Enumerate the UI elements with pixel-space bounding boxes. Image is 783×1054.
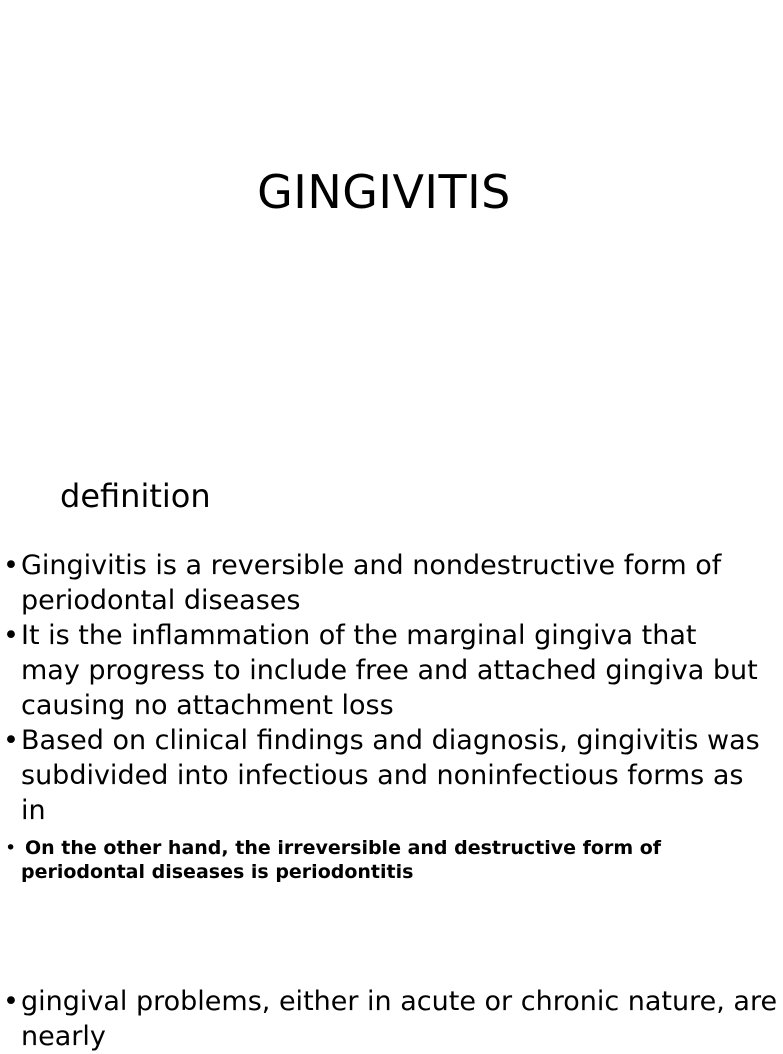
bullet-list bbox=[0, 548, 762, 884]
bullet-text: Gingivitis is a reversible and nondestructive form of periodontal diseases bbox=[21, 550, 722, 616]
slide-title: GINGIVITIS bbox=[257, 165, 511, 219]
bullet-item-bottom bbox=[0, 984, 783, 1054]
bullet-text: On the other hand, the irreversible and destructive form of periodontal diseases is periodontitis bbox=[21, 837, 662, 883]
bullet-marker: • bbox=[3, 550, 19, 581]
bullet-item bbox=[0, 836, 762, 884]
bullet-item bbox=[0, 618, 762, 723]
bullet-text: Based on clinical findings and diagnosis, gingivitis was subdivided into infectious and noninfectious forms as in bbox=[21, 725, 760, 826]
bullet-item bbox=[0, 723, 762, 828]
bullet-marker: • bbox=[3, 986, 19, 1017]
bullet-text: gingival problems, either in acute or chronic nature, are nearly bbox=[21, 986, 778, 1052]
bullet-marker: • bbox=[3, 725, 19, 756]
bullet-marker: • bbox=[5, 837, 17, 859]
slide-subtitle: definition bbox=[60, 477, 211, 515]
bullet-item bbox=[0, 548, 762, 618]
bullet-text: It is the inflammation of the marginal gingiva that may progress to include free and attached gingiva but causing no attachment loss bbox=[21, 620, 758, 721]
bullet-marker: • bbox=[3, 620, 19, 651]
